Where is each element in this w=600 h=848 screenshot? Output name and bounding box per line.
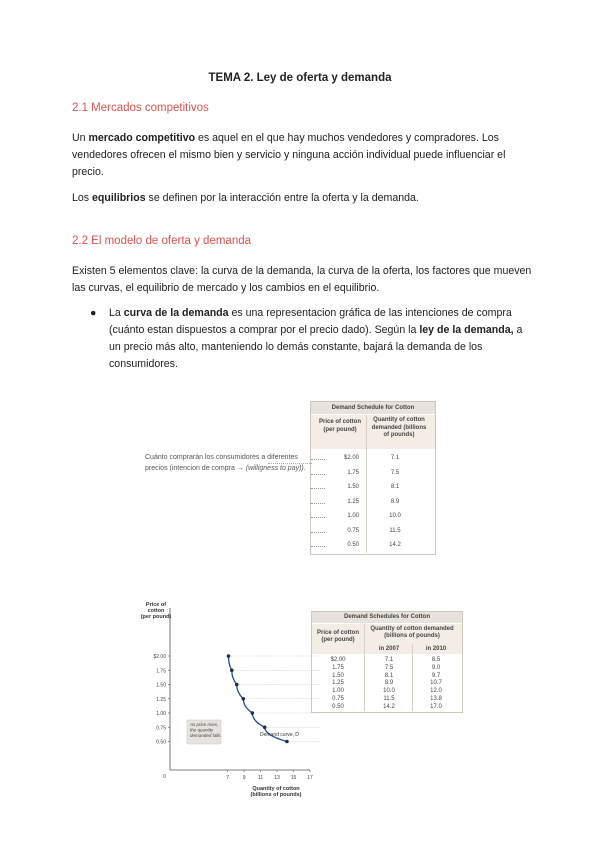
table-row [311,524,435,538]
cell-price: 1.50 [347,484,359,490]
x-tick-label: 9 [242,775,246,781]
cell-qty-2010: 8.5 [431,657,441,663]
y-tick-label: 0.50 [156,739,166,746]
data-point [251,711,255,715]
cell-price: 1.75 [332,664,344,671]
table-row [312,679,462,687]
x-tick-label: 7 [226,775,230,781]
table-row [311,509,435,523]
section-heading-mercados: 2.1 Mercados competitivos [72,102,209,114]
cell-qty-2007: 7.5 [384,664,394,671]
col-header-quantity: Quantity of cotton demanded (billions of pounds) [370,626,454,639]
text: Los [72,192,93,204]
table-row [311,495,435,509]
term-curva-demanda: curva de la demanda [123,307,229,319]
note-italic: (willigness to pay)). [245,465,306,472]
text: se definen por la interacción entre la oferta y la demanda. [145,192,419,204]
cell-quantity: 8.9 [390,498,400,505]
data-point [230,668,234,672]
cell-quantity: 7.1 [390,455,400,461]
cell-qty-2007: 7.1 [384,657,394,663]
cell-qty-2010: 13.8 [430,696,442,702]
cell-quantity: 14.2 [389,542,401,548]
data-point [285,740,289,744]
term-ley-demanda: ley de la demanda, [419,324,514,336]
col-header-price: Price of cotton (per pound) [318,419,361,433]
cell-qty-2010: 12.0 [430,688,442,695]
demand-schedules-table [311,611,463,713]
y-tick-label: 1.75 [156,668,166,675]
cell-price: 1.00 [347,513,359,519]
cell-price: 1.75 [347,469,359,476]
demand-curve-line [228,656,286,742]
note-text: Cuánto comprarán los consumidores a diferentes precios (intencion de compra → [145,454,298,472]
cell-price: 1.50 [332,672,344,679]
text: La [109,307,124,319]
table-row [311,538,435,552]
section-heading-modelo: 2.2 El modelo de oferta y demanda [72,235,252,247]
cell-price: 1.25 [332,680,344,687]
curve-label: Demand curve, D [260,731,299,738]
table-title: Demand Schedule for Cotton [311,402,435,414]
leader-line [268,463,312,464]
table-header [312,624,462,654]
data-point [263,725,267,729]
cell-price: 0.75 [347,527,359,534]
data-point [241,697,245,701]
y-axis-label: Price of cotton (per pound) [140,602,172,620]
table-row [312,672,462,680]
col-header-quantity: Quantity of cotton demanded (billions of pounds) [371,417,427,438]
x-axis-label: Quantity of cotton (billions of pounds) [250,786,302,798]
table-row [312,687,462,695]
term-mercado-competitivo: mercado competitivo [88,132,196,144]
demand-schedule-table [310,401,436,555]
cell-price: 1.00 [332,688,344,695]
cell-quantity: 8.1 [390,484,400,490]
y-tick-label: 1.25 [156,696,166,703]
cell-quantity: 11.5 [389,527,401,534]
cell-quantity: 10.0 [389,513,401,519]
col-header-price: Price of cotton (per pound) [316,630,359,643]
cell-price: 0.75 [332,696,344,702]
bullet-dot-icon: ● [90,307,97,319]
callout-text: As price rises, the quantity demanded falls. [190,722,222,738]
text: es aquel en el que hay muchos vendedores y compradores. Los vendedores ofrecen el mismo bien y servicio y ninguna acción individual puede influenciar el precio. [72,132,506,178]
table-row [311,451,435,465]
cell-qty-2007: 8.9 [384,680,394,687]
x-tick-label: 11 [257,775,264,781]
table-row [311,466,435,480]
cell-qty-2007: 14.2 [383,703,395,710]
table-title: Demand Schedules for Cotton [312,612,462,623]
cell-qty-2010: 9.0 [431,664,441,671]
paragraph-elementos-clave: Existen 5 elementos clave: la curva de la demanda, la curva de la oferta, los factores que mueven las curvas, el equilibrio de mercado y los cambios en el equilibrio. [72,265,532,294]
page-title: TEMA 2. Ley de oferta y demanda [208,72,392,84]
x-tick-label: 17 [307,775,313,781]
text: es una representacion gráfica de las intenciones de compra (cuánto estan dispuestos a comprar por el precio dado). Según la [109,307,512,336]
cell-price: 0.50 [347,542,359,548]
paragraph-equilibrios [72,190,532,207]
cell-qty-2010: 9.7 [431,672,441,679]
demand-curve-chart [130,590,320,810]
y-tick-label: 1.00 [156,711,166,717]
data-point [235,683,239,687]
cell-qty-2010: 17.0 [430,703,442,710]
x-tick-label: 15 [290,775,297,781]
cell-price: $2.00 [343,455,359,461]
cell-price: $2.00 [330,657,346,663]
term-equilibrios: equilibrios [92,192,146,204]
text: a un precio más alto, manteniendo lo demás constante, bajará la demanda de los consumidores. [109,324,523,370]
cell-qty-2007: 11.5 [383,696,395,702]
y-tick-label: $2.00 [153,654,166,660]
x-tick-label: 13 [274,775,280,781]
cell-price: 1.25 [347,498,359,505]
cell-qty-2010: 10.7 [430,680,442,687]
table-row [312,703,462,711]
data-point [227,654,231,658]
cell-qty-2007: 10.0 [383,688,395,695]
cell-quantity: 7.5 [390,469,400,476]
table-row [312,695,462,703]
table-row [312,664,462,672]
paragraph-mercado-competitivo [72,130,532,181]
origin-label: 0 [163,774,166,780]
table-row [312,656,462,664]
y-tick-label: 0.75 [156,725,166,732]
text: Un [72,132,89,144]
table-header [311,415,435,449]
cell-price: 0.50 [332,703,344,710]
cell-qty-2007: 8.1 [384,672,394,679]
table-row [311,480,435,494]
col-header-2007: in 2007 [378,646,400,652]
y-tick-label: 1.50 [156,682,166,689]
bullet-text [109,305,529,373]
col-header-2010: in 2010 [425,646,447,652]
